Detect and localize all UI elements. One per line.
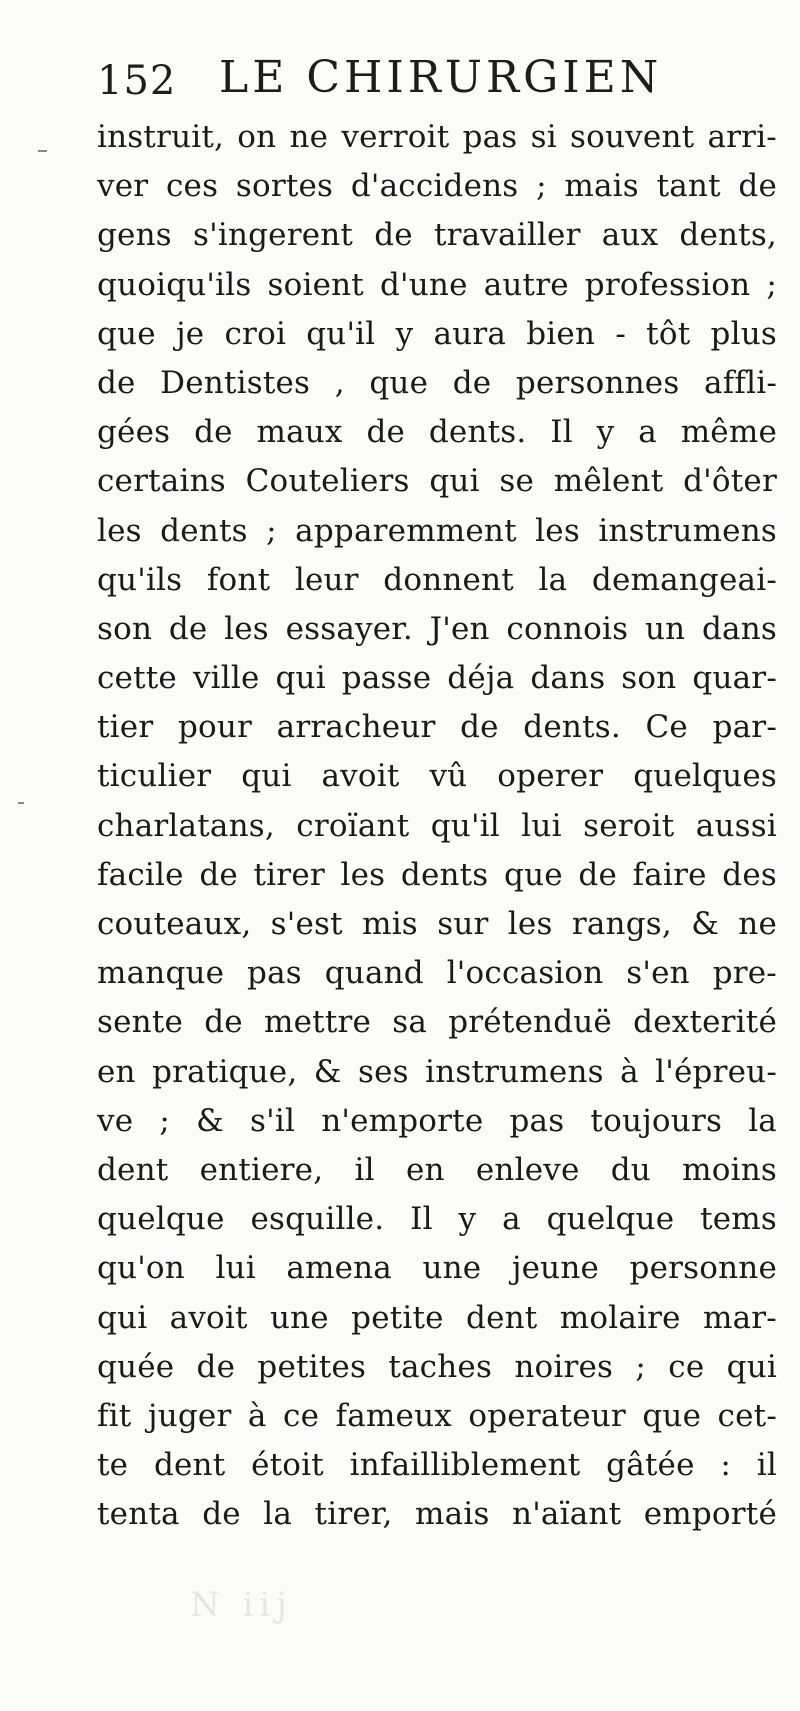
text-line: couteaux, s'est mis sur les rangs, & ne: [97, 906, 777, 942]
text-line: dent entiere, il en enleve du moins: [97, 1151, 777, 1188]
text-line: te dent étoit infailliblement gâtée : il: [97, 1447, 777, 1484]
margin-mark: [18, 802, 24, 804]
text-line: manque pas quand l'occasion s'en pre-: [97, 955, 777, 992]
text-line: qui avoit une petite dent molaire mar-: [97, 1299, 777, 1336]
text-line: tier pour arracheur de dents. Ce par-: [97, 709, 777, 746]
text-line: ver ces sortes d'accidens ; mais tant de: [97, 168, 777, 205]
text-line: gens s'ingerent de travailler aux dents,: [97, 217, 777, 254]
running-title: LE CHIRURGIEN: [219, 52, 663, 103]
page-header: [97, 52, 757, 112]
text-line: gées de maux de dents. Il y a même: [97, 414, 777, 451]
text-line: cette ville qui passe déja dans son quar-: [97, 660, 777, 697]
text-line: son de les essayer. J'en connois un dans: [97, 610, 777, 647]
text-line: fit juger à ce fameux operateur que cet-: [97, 1397, 777, 1434]
text-line: sente de mettre sa prétenduë dexterité: [97, 1004, 777, 1041]
text-line: que je croi qu'il y aura bien - tôt plus: [97, 315, 777, 352]
bleed-through-signature: N iij: [190, 1585, 293, 1625]
text-line: quelque esquille. Il y a quelque tems: [97, 1201, 777, 1238]
text-line: instruit, on ne verroit pas si souvent arri-: [97, 119, 777, 155]
text-line: quoiqu'ils soient d'une autre profession ;: [97, 266, 777, 303]
body-text: [97, 113, 777, 1539]
text-line: tenta de la tirer, mais n'aïant emporté: [97, 1496, 777, 1533]
text-line: de Dentistes , que de personnes affli-: [97, 364, 777, 401]
text-line: ticulier qui avoit vû operer quelques: [97, 758, 777, 795]
text-line: qu'on lui amena une jeune personne: [97, 1250, 777, 1287]
page-number: 152: [97, 58, 177, 104]
text-line: facile de tirer les dents que de faire des: [97, 856, 777, 893]
text-line: quée de petites taches noires ; ce qui: [97, 1348, 777, 1385]
text-line: les dents ; apparemment les instrumens: [97, 512, 777, 549]
text-line: certains Couteliers qui se mêlent d'ôter: [97, 463, 777, 500]
text-line: en pratique, & ses instrumens à l'épreu-: [97, 1053, 777, 1090]
text-line: qu'ils font leur donnent la demangeai-: [97, 561, 777, 598]
margin-mark: [38, 150, 47, 152]
text-line: charlatans, croïant qu'il lui seroit aussi: [97, 807, 777, 844]
text-line: ve ; & s'il n'emporte pas toujours la: [97, 1102, 777, 1139]
